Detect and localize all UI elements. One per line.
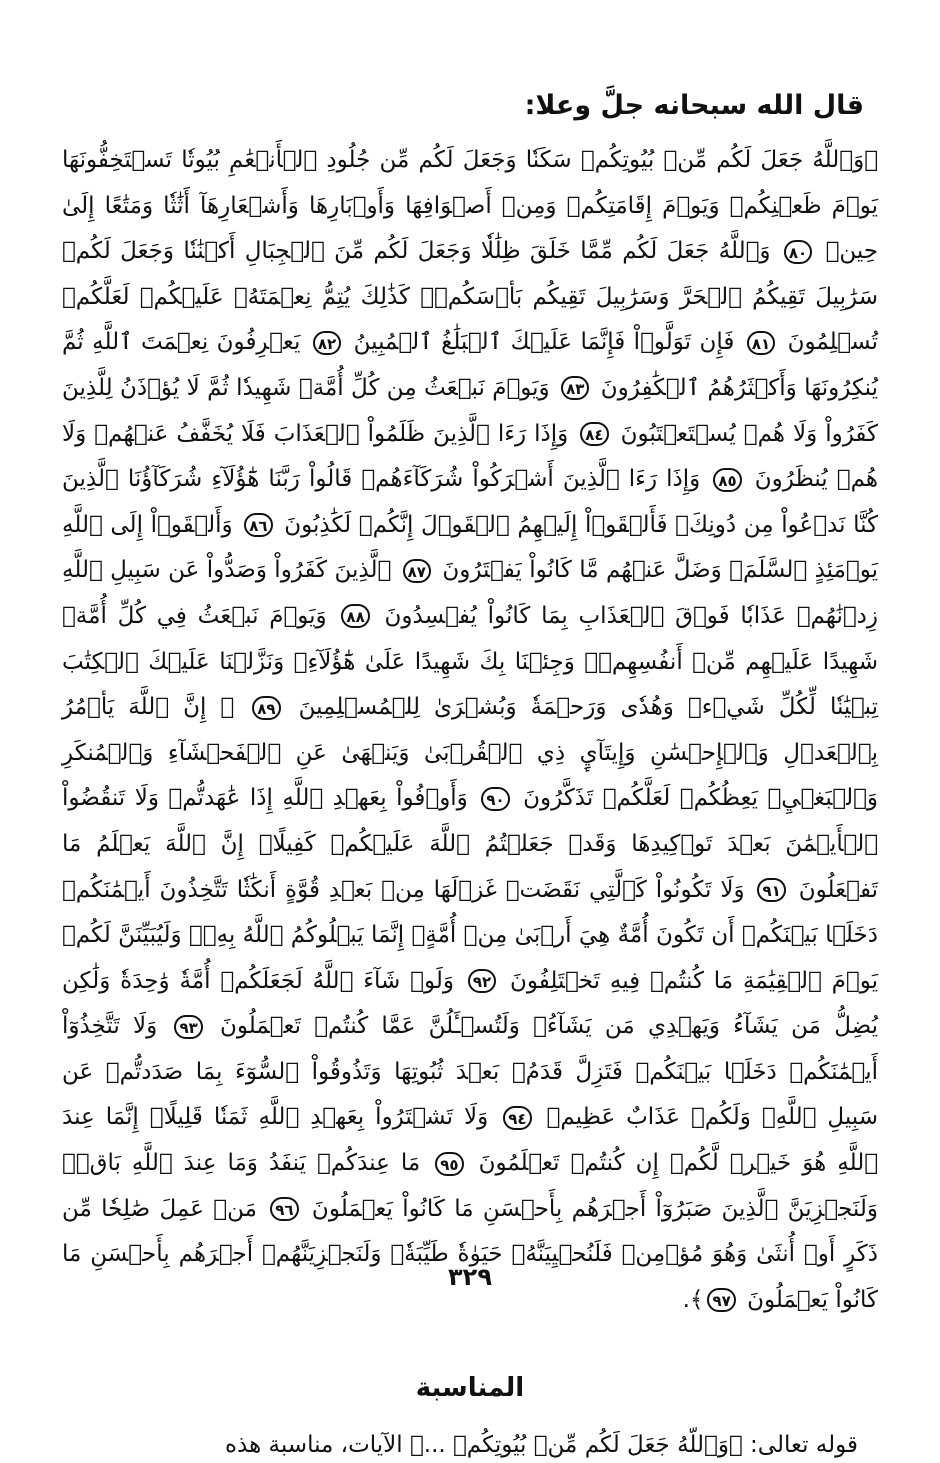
quran-verses [62, 138, 878, 1323]
section-title: المناسبة [415, 1373, 525, 1404]
verse-text: وَأَلۡقَوۡاْ إِلَى ٱللَّهِ يَوۡمَئِذٍ ٱلسَّلَمَۖ وَضَلَّ عَنۡهُم مَّا كَانُواْ يَفۡتَرُونَ [62, 511, 878, 584]
verse-text: مَا عِندَكُمۡ يَنفَدُ وَمَا عِندَ ٱللَّهِ بَاقٖۗ وَلَنَجۡزِيَنَّ ٱلَّذِينَ صَبَرُوٓاْ أَجۡرَهُم بِأَحۡسَنِ مَا كَانُواْ يَعۡمَلُونَ [62, 1150, 878, 1222]
ayah-number-marker: ٨٧ [403, 559, 431, 583]
page-heading: قال الله سبحانه جلَّ وعلا: [524, 90, 864, 121]
ayah-number-marker: ٨٠ [784, 240, 812, 264]
verse-text: يَعۡرِفُونَ نِعۡمَتَ ٱللَّهِ ثُمَّ يُنكِرُونَهَا وَأَكۡثَرُهُمُ ٱلۡكَٰفِرُونَ [62, 329, 879, 401]
verse-text: وَلَا تَكُونُواْ كَٱلَّتِي نَقَضَتۡ غَزۡلَهَا مِنۢ بَعۡدِ قُوَّةٍ أَنكَٰثٗا تَتَّخِذُونَ أَيۡمَٰنَكُمۡ دَخَلَۢا بَيۡنَكُمۡ أَن تَكُونَ أُمَّةٌ هِيَ أَرۡبَىٰ مِنۡ أُمَّةٍۚ إِنَّمَا يَبۡلُوكُمُ ٱللَّهُ بِهِۦۚ وَلَيُبَيِّنَنَّ لَكُمۡ يَوۡمَ ٱلۡقِيَٰمَةِ مَا كُنتُمۡ فِيهِ تَخۡتَلِفُونَ [62, 876, 878, 994]
ayah-number-marker: ٨١ [747, 331, 775, 355]
verse-text: ٱلَّذِينَ كَفَرُواْ وَصَدُّواْ عَن سَبِيلِ ٱللَّهِ زِدۡنَٰهُمۡ عَذَابٗا فَوۡقَ ٱلۡعَذَابِ بِمَا كَانُواْ يُفۡسِدُونَ [62, 557, 879, 629]
verse-text: وَإِذَا رَءَا ٱلَّذِينَ أَشۡرَكُواْ شُرَكَآءَهُمۡ قَالُواْ رَبَّنَا هَٰٓؤُلَآءِ شُرَكَآؤُنَا ٱلَّذِينَ كُنَّا نَدۡعُواْ مِن دُونِكَۖ فَأَلۡقَوۡاْ إِلَيۡهِمُ ٱلۡقَوۡلَ إِنَّكُمۡ لَكَٰذِبُونَ [62, 466, 879, 538]
ayah-number-marker: ٩٥ [435, 1152, 463, 1176]
verse-text: وَٱللَّهُ جَعَلَ لَكُم مِّمَّا خَلَقَ ظِلَٰلٗا وَجَعَلَ لَكُم مِّنَ ٱلۡجِبَالِ أَكۡنَٰنٗا وَجَعَلَ لَكُمۡ سَرَٰبِيلَ تَقِيكُمُ ٱلۡحَرَّ وَسَرَٰبِيلَ تَقِيكُم بَأۡسَكُمۡۚ كَذَٰلِكَ يُتِمُّ نِعۡمَتَهُۥ عَلَيۡكُمۡ لَعَلَّكُمۡ تُسۡلِمُونَ [62, 238, 879, 356]
ayah-number-marker: ٩٠ [481, 787, 509, 811]
ayah-number-marker: ٩٦ [270, 1197, 298, 1221]
verse-text: وَيَوۡمَ نَبۡعَثُ فِي كُلِّ أُمَّةٖ شَهِيدًا عَلَيۡهِم مِّنۡ أَنفُسِهِمۡۖ وَجِئۡنَا بِكَ شَهِيدًا عَلَىٰ هَٰٓؤُلَآءِۚ وَنَزَّلۡنَا عَلَيۡكَ ٱلۡكِتَٰبَ تِبۡيَٰنٗا لِّكُلِّ شَيۡءٖ وَهُدٗى وَرَحۡمَةٗ وَبُشۡرَىٰ لِلۡمُسۡلِمِينَ [62, 602, 878, 721]
verse-text: وَلَا تَتَّخِذُوٓاْ أَيۡمَٰنَكُمۡ دَخَلَۢا بَيۡنَكُمۡ فَتَزِلَّ قَدَمُۢ بَعۡدَ ثُبُوتِهَا وَتَذُوقُواْ ٱلسُّوٓءَ بِمَا صَدَدتُّمۡ عَن سَبِيلِ ٱللَّهِۖ وَلَكُمۡ عَذَابٌ عَظِيمٞ [62, 1013, 878, 1131]
verse-text: وَيَوۡمَ نَبۡعَثُ مِن كُلِّ أُمَّةٖ شَهِيدٗا ثُمَّ لَا يُؤۡذَنُ لِلَّذِينَ كَفَرُواْ وَلَا هُمۡ يُسۡتَعۡتَبُونَ [62, 374, 879, 447]
ayah-number-marker: ٩١ [757, 878, 785, 902]
verse-text: وَأَوۡفُواْ بِعَهۡدِ ٱللَّهِ إِذَا عَٰهَدتُّمۡ وَلَا تَنقُضُواْ ٱلۡأَيۡمَٰنَ بَعۡدَ تَوۡكِيدِهَا وَقَدۡ جَعَلۡتُمُ ٱللَّهَ عَلَيۡكُمۡ كَفِيلًاۚ إِنَّ ٱللَّهَ يَعۡلَمُ مَا تَفۡعَلُونَ [62, 785, 879, 903]
ayah-number-marker: ٩٢ [468, 969, 496, 993]
page-number: ٣٢٩ [448, 1263, 492, 1291]
closing-bracket: ﴾. [682, 1286, 704, 1313]
ayah-number-marker: ٨٩ [252, 696, 280, 720]
ayah-number-marker: ٨٦ [244, 513, 272, 537]
verse-text: وَلَوۡ شَآءَ ٱللَّهُ لَجَعَلَكُمۡ أُمَّةٗ وَٰحِدَةٗ وَلَٰكِن يُضِلُّ مَن يَشَآءُ وَيَهۡدِي مَن يَشَآءُۚ وَلَتُسۡـَٔلُنَّ عَمَّا كُنتُمۡ تَعۡمَلُونَ [62, 967, 878, 1040]
verse-text: فَإِن تَوَلَّوۡاْ فَإِنَّمَا عَلَيۡكَ ٱلۡبَلَٰغُ ٱلۡمُبِينُ [353, 329, 735, 356]
verse-text: ﴿وَٱللَّهُ جَعَلَ لَكُم مِّنۢ بُيُوتِكُمۡ سَكَنٗا وَجَعَلَ لَكُم مِّن جُلُودِ ٱلۡأَنۡعَٰمِ بُيُوتٗا تَسۡتَخِفُّونَهَا يَوۡمَ ظَعۡنِكُمۡ وَيَوۡمَ إِقَامَتِكُمۡ وَمِنۡ أَصۡوَافِهَا وَأَوۡبَارِهَا وَأَشۡعَارِهَآ أَثَٰثٗا وَمَتَٰعًا إِلَىٰ حِينٖ [62, 147, 879, 265]
verse-text: وَلَا تَشۡتَرُواْ بِعَهۡدِ ٱللَّهِ ثَمَنٗا قَلِيلًاۚ إِنَّمَا عِندَ ٱللَّهِ هُوَ خَيۡرٞ لَّكُمۡ إِن كُنتُمۡ تَعۡلَمُونَ [62, 1104, 879, 1177]
ayah-number-marker: ٩٧ [707, 1288, 735, 1312]
ayah-number-marker: ٩٣ [174, 1015, 202, 1039]
ayah-number-marker: ٩٤ [503, 1106, 531, 1130]
ayah-number-marker: ٨٤ [580, 422, 608, 446]
ayah-number-marker: ٨٢ [313, 331, 341, 355]
verse-text: وَإِذَا رَءَا ٱلَّذِينَ ظَلَمُواْ ٱلۡعَذَابَ فَلَا يُخَفَّفُ عَنۡهُمۡ وَلَا هُمۡ يُنظَرُونَ [62, 420, 879, 493]
ayah-number-marker: ٨٥ [713, 468, 741, 492]
commentary-paragraph: قوله تعالى: ﴿وَٱللَّهُ جَعَلَ لَكُم مِّنۢ بُيُوتِكُمۡ ...﴾ الآيات، مناسبة هذه [224, 1432, 858, 1459]
verse-text: ۞ إِنَّ ٱللَّهَ يَأۡمُرُ بِٱلۡعَدۡلِ وَٱلۡإِحۡسَٰنِ وَإِيتَآيِٕ ذِي ٱلۡقُرۡبَىٰ وَيَنۡهَىٰ عَنِ ٱلۡفَحۡشَآءِ وَٱلۡمُنكَرِ وَٱلۡبَغۡيِۚ يَعِظُكُمۡ لَعَلَّكُمۡ تَذَكَّرُونَ [62, 694, 879, 812]
ayah-number-marker: ٨٨ [341, 604, 369, 628]
verse-text: مَنۡ عَمِلَ صَٰلِحٗا مِّن ذَكَرٍ أَوۡ أُنثَىٰ وَهُوَ مُؤۡمِنٞ فَلَنُحۡيِيَنَّهُۥ حَيَوٰةٗ طَيِّبَةٗۖ وَلَنَجۡزِيَنَّهُمۡ أَجۡرَهُم بِأَحۡسَنِ مَا كَانُواْ يَعۡمَلُونَ [62, 1195, 878, 1313]
ayah-number-marker: ٨٣ [561, 376, 589, 400]
